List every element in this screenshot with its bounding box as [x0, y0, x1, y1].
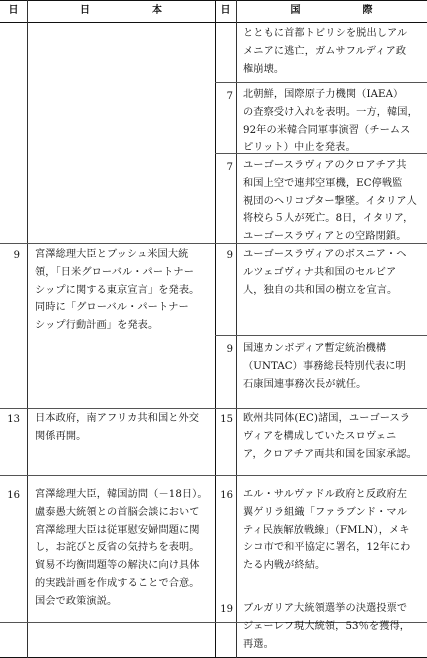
header-international: [236, 3, 427, 19]
intl-entry-day: 19: [220, 604, 233, 615]
intl-entry-day: 7: [226, 162, 233, 173]
day-column-rule-left: [27, 0, 28, 658]
header-day-left: 日: [8, 5, 19, 16]
japan-row-rule: [0, 408, 215, 409]
header-japan-char-2: 本: [152, 5, 162, 16]
intl-entry-day: 9: [226, 344, 233, 355]
header-japan: [27, 3, 215, 19]
intl-entry-day: 9: [226, 250, 233, 261]
intl-entry-text: 欧州共同体(EC)諸国，ユーゴースラ ヴィアを構成していたスロヴェニ ア，クロアチア両共和国を国家承認。: [243, 413, 418, 460]
japan-row-rule: [0, 243, 215, 244]
intl-row-rule: [215, 475, 427, 476]
intl-entry-text: エル・サルヴァドル政府と反政府左 翼ゲリラ組織「ファラブンド・マル ティ民族解放戦線」（FMLN），メキ シコ市で和平協定に署名，12年にわ たる内戦が終結。: [243, 489, 411, 572]
header-bottom-rule: [0, 22, 427, 23]
header-day-right: 日: [220, 5, 231, 16]
japan-entry-day: 16: [7, 490, 20, 501]
intl-entry-text: とともに首都トビリシを脱出しアル メニアに逃亡，ガムサフルディア政 権崩壊。: [243, 28, 408, 75]
intl-row-rule: [215, 335, 427, 336]
intl-entry-day: 16: [220, 490, 233, 501]
intl-row-rule: [215, 82, 427, 83]
japan-entry-day: 13: [7, 414, 20, 425]
header-intl-char-1: 国: [290, 5, 301, 16]
table-top-rule: [0, 0, 427, 1]
intl-entry-text: 国連カンボディア暫定統治機構 （UNTAC）事務総長特別代表に明 石康国連事務次長が就任。: [243, 343, 406, 390]
intl-row-rule: [215, 408, 427, 409]
day-column-rule-right: [236, 0, 237, 658]
japan-entry-day: 9: [13, 250, 20, 261]
header-intl-char-2: 際: [362, 5, 373, 16]
intl-entry-text: 北朝鮮，国際原子力機関（IAEA） の査察受け入れを表明。一方，韓国， 92年の米韓合同軍事演習（チームス ピリット）中止を発表。: [243, 89, 418, 154]
intl-entry-text: ユーゴースラヴィアのボスニア・ヘ ルツェゴヴィナ共和国のセルビア 人，独自の共和国の樹立を宣言。: [243, 249, 407, 296]
japan-entry-text: 日本政府，南アフリカ共和国と外交 関係再開。: [35, 413, 200, 442]
japan-row-rule: [0, 475, 215, 476]
intl-entry-day: 7: [226, 91, 233, 102]
intl-entry-text: ユーゴースラヴィアのクロアチア共 和国上空で連邦空軍機，EC停戦監 視団のヘリコプター撃墜。イタリア人 将校ら５人が死亡。8日，イタリア， ユーゴースラヴィアとの空路閉鎖。: [243, 160, 417, 243]
japan-entry-text: 宮澤総理大臣，韓国訪問（－18日）。 盧泰愚大統領との首脳会談において 宮澤総理大臣は従軍慰安婦問題に関 し，お詫びと反省の気持ちを表明。 貿易不均衡問題等の解決に向け具体 的実践計画を作成することで合意。 国会で政策演説。: [35, 489, 208, 607]
intl-entry-day: 15: [220, 414, 233, 425]
intl-entry-text: ブルガリア大統領選挙の決選投票で ジェーレフ現大統領，53％を獲得， 再選。: [243, 603, 411, 650]
japan-row-rule: [0, 622, 215, 623]
japan-entry-text: 宮澤総理大臣とブッシュ米国大統 領，「日米グローバル・パートナー シップに関する東京宣言」を発表。 同時に「グローバル・パートナー シップ行動計画」を発表。: [35, 249, 200, 332]
header-japan-char-1: 日: [80, 5, 90, 16]
